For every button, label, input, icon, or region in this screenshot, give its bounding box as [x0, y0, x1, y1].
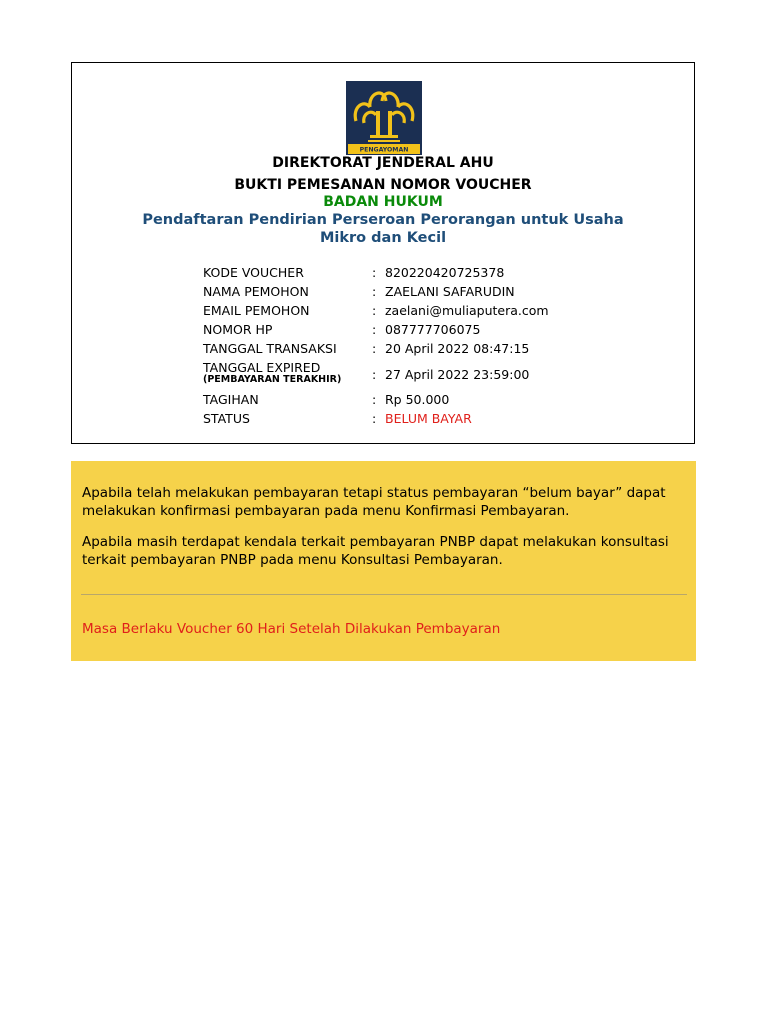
detail-label: NOMOR HP: [203, 322, 273, 337]
detail-colon: :: [372, 341, 377, 356]
detail-sublabel: (PEMBAYARAN TERAKHIR): [203, 374, 342, 385]
document-title: BUKTI PEMESANAN NOMOR VOUCHER: [234, 177, 532, 193]
detail-value: 27 April 2022 23:59:00: [385, 367, 530, 382]
payment-notice: [71, 461, 696, 661]
detail-colon: :: [372, 367, 377, 382]
detail-label: KODE VOUCHER: [203, 265, 304, 280]
detail-row-nama-pemohon: [203, 284, 663, 302]
detail-label: TAGIHAN: [203, 392, 259, 407]
notice-confirmation-text: Apabila telah melakukan pembayaran tetapi status pembayaran “belum bayar” dapat melakukan konfirmasi pembayaran pada menu Konfirmasi Pembayaran.: [82, 485, 666, 519]
notice-consultation-text: Apabila masih terdapat kendala terkait pembayaran PNBP dapat melakukan konsultasi terkait pembayaran PNBP pada menu Konsultasi Pembayaran.: [82, 534, 669, 568]
detail-row-tanggal-expired: [203, 360, 663, 388]
entity-type: BADAN HUKUM: [323, 194, 443, 210]
detail-colon: :: [372, 265, 377, 280]
detail-row-tanggal-transaksi: [203, 341, 663, 359]
detail-colon: :: [372, 303, 377, 318]
detail-value: Rp 50.000: [385, 392, 450, 407]
status-badge: BELUM BAYAR: [385, 411, 472, 426]
detail-label: TANGGAL TRANSAKSI: [203, 341, 337, 356]
detail-row-status: [203, 411, 663, 429]
detail-colon: :: [372, 411, 377, 426]
voucher-validity-text: Masa Berlaku Voucher 60 Hari Setelah Dilakukan Pembayaran: [82, 621, 501, 637]
pengayoman-logo-icon: [346, 81, 422, 155]
detail-row-tagihan: [203, 392, 663, 410]
detail-label: EMAIL PEMOHON: [203, 303, 310, 318]
detail-row-nomor-hp: [203, 322, 663, 340]
detail-value: zaelani@muliaputera.com: [385, 303, 549, 318]
detail-label: TANGGAL EXPIRED: [203, 360, 321, 375]
service-name: Pendaftaran Pendirian Perseroan Perorangan untuk Usaha Mikro dan Kecil: [142, 212, 624, 246]
detail-row-email-pemohon: [203, 303, 663, 321]
detail-colon: :: [372, 322, 377, 337]
voucher-card: [71, 62, 695, 444]
notice-divider: [81, 594, 687, 595]
detail-label: NAMA PEMOHON: [203, 284, 309, 299]
detail-colon: :: [372, 392, 377, 407]
detail-value: 820220420725378: [385, 265, 505, 280]
detail-value: 20 April 2022 08:47:15: [385, 341, 530, 356]
detail-value: ZAELANI SAFARUDIN: [385, 284, 515, 299]
detail-value: 087777706075: [385, 322, 481, 337]
detail-label: STATUS: [203, 411, 250, 426]
detail-row-kode-voucher: [203, 265, 663, 283]
detail-colon: :: [372, 284, 377, 299]
directorate-title: DIREKTORAT JENDERAL AHU: [272, 155, 494, 171]
logo-label: PENGAYOMAN: [359, 146, 409, 154]
